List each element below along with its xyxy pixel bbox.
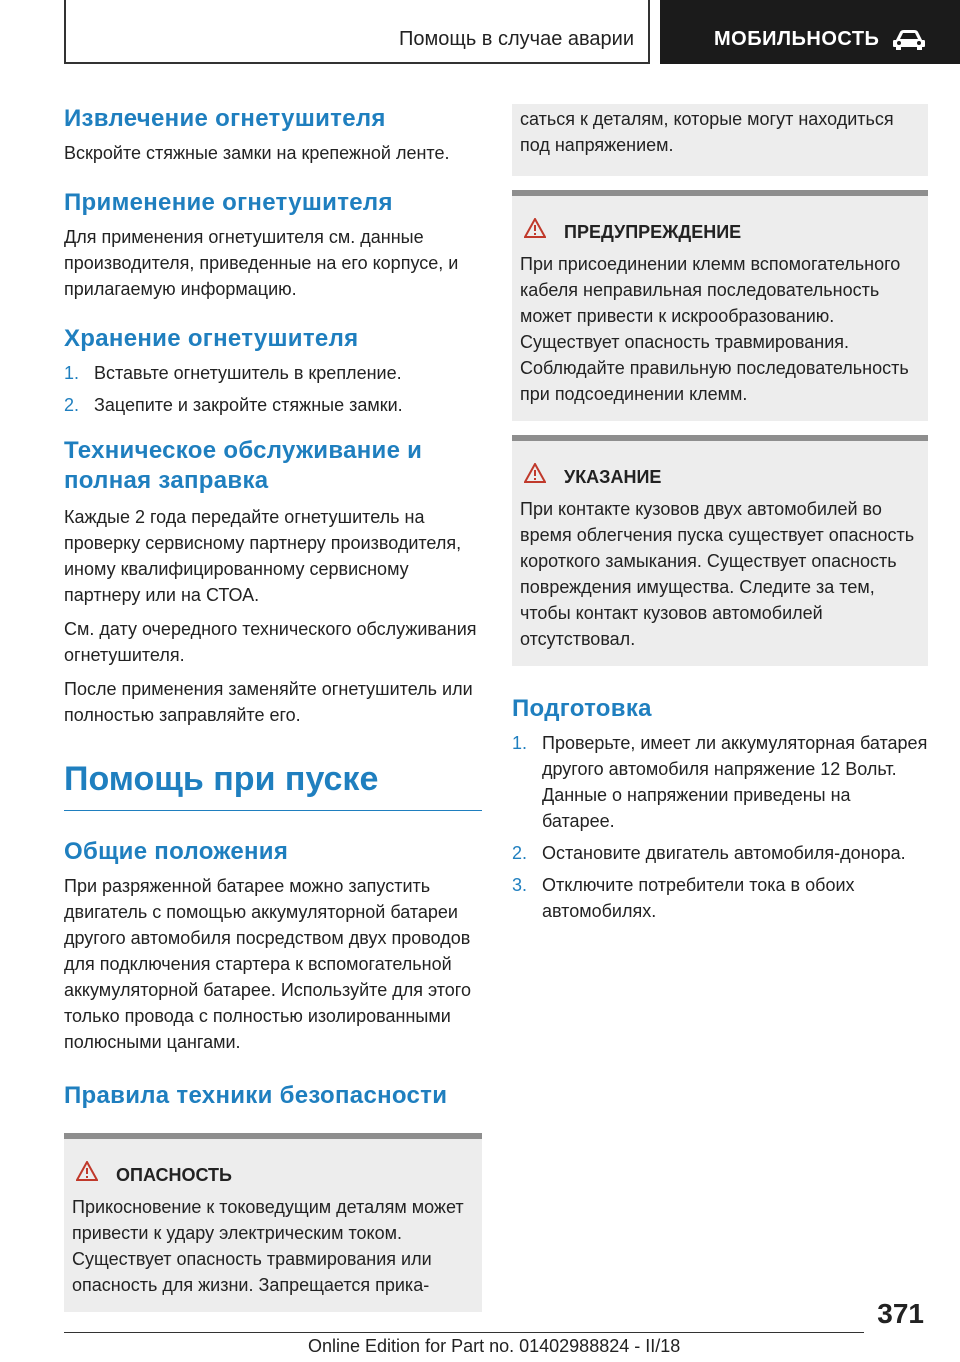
step-text: Зацепите и закройте стяжные замки. <box>94 395 403 415</box>
header-chapter-label: МОБИЛЬНОСТЬ <box>714 28 880 50</box>
list-store-steps <box>64 360 482 418</box>
danger-text: Прикосновение к токоведущим деталям может привести к удару электрическим током. Существует опасность травмирования или опасность для жизни. Запрещается прика- <box>72 1197 464 1295</box>
step-number: 3. <box>512 875 528 895</box>
notice-label: УКАЗАНИЕ <box>564 466 662 487</box>
step-number: 2. <box>512 843 528 863</box>
step-text: Остановите двигатель автомобиля-донора. <box>542 843 906 863</box>
right-column <box>512 104 928 930</box>
warning-text: При присоединении клемм вспомогательного кабеля неправильная последовательность может привести к искрообразованию. Существует опасность травмирования. Соблюдайте правильную последовательность при подсоединении клемм. <box>520 254 909 404</box>
heading-general: Общие положения <box>64 838 289 865</box>
footer-rule <box>64 1332 864 1333</box>
left-column <box>64 104 482 1312</box>
danger-label: ОПАСНОСТЬ <box>116 1164 232 1185</box>
heading-maintenance: Техническое обслуживание и полная заправка <box>64 437 423 494</box>
step-text: Отключите потребители тока в обоих автомобилях. <box>542 875 855 921</box>
warning-triangle-icon <box>524 218 564 245</box>
header-chapter-box <box>660 0 960 64</box>
warning-triangle-icon <box>76 1161 116 1188</box>
text-maintenance-1: Каждые 2 года передайте огнетушитель на проверку сервисному партнеру производителя, иному квалифицированному сервисному партнеру или на СТОА. <box>64 507 462 605</box>
car-icon <box>892 28 926 55</box>
step-text: Вставьте огнетушитель в крепление. <box>94 363 402 383</box>
main-heading-jump-start: Помощь при пуске <box>64 760 379 798</box>
heading-rule <box>64 810 482 811</box>
text-extract-extinguisher: Вскройте стяжные замки на крепежной ленте. <box>64 143 450 163</box>
danger-box-continued <box>512 104 928 176</box>
step-text: Проверьте, имеет ли аккумуляторная батарея другого автомобиля напряжение 12 Вольт. Данные о напряжении приведены на батарее. <box>542 733 928 831</box>
danger-text-continued: саться к деталям, которые могут находиться под напряжением. <box>520 109 894 155</box>
list-preparation-steps <box>512 730 928 924</box>
text-general: При разряженной батарее можно запустить двигатель с помощью аккумуляторной батареи другого автомобиля посредством двух проводов для подключения стартера к вспомогательной аккумуляторной батарее. Используйте для этого только провода с полностью изолированными полюсными цангами. <box>64 876 471 1052</box>
notice-text: При контакте кузовов двух автомобилей во время облегчения пуска существует опасность короткого замыкания. Существует опасность повреждения имущества. Следите за тем, чтобы контакт кузовов автомобилей отсутствовал. <box>520 499 915 649</box>
warning-box <box>512 190 928 421</box>
step-number: 1. <box>64 363 80 383</box>
list-item <box>512 730 928 834</box>
heading-extract-extinguisher: Извлечение огнетушителя <box>64 105 386 132</box>
heading-store-extinguisher: Хранение огнетушителя <box>64 325 359 352</box>
page-number: 371 <box>877 1298 924 1329</box>
header-section-title: Помощь в случае аварии <box>399 28 634 50</box>
step-number: 2. <box>64 395 80 415</box>
list-item <box>64 392 482 418</box>
footer-edition: Online Edition for Part no. 01402988824 - II/18 <box>308 1336 681 1356</box>
text-maintenance-2: См. дату очередного технического обслуживания огнетушителя. <box>64 619 477 665</box>
list-item <box>512 872 928 924</box>
heading-use-extinguisher: Применение огнетушителя <box>64 189 393 216</box>
list-item <box>64 360 482 386</box>
heading-safety-rules: Правила техники безопасности <box>64 1082 448 1109</box>
heading-preparation: Подготовка <box>512 695 652 722</box>
list-item <box>512 840 928 866</box>
step-number: 1. <box>512 733 528 753</box>
text-maintenance-3: После применения заменяйте огнетушитель или полностью заправляйте его. <box>64 679 473 725</box>
warning-label: ПРЕДУПРЕЖДЕНИЕ <box>564 221 742 242</box>
danger-box <box>64 1133 482 1312</box>
warning-triangle-icon <box>524 463 564 490</box>
notice-box <box>512 435 928 666</box>
text-use-extinguisher: Для применения огнетушителя см. данные производителя, приведенные на его корпусе, и прилагаемую информацию. <box>64 227 459 299</box>
header-section-box <box>64 0 650 64</box>
